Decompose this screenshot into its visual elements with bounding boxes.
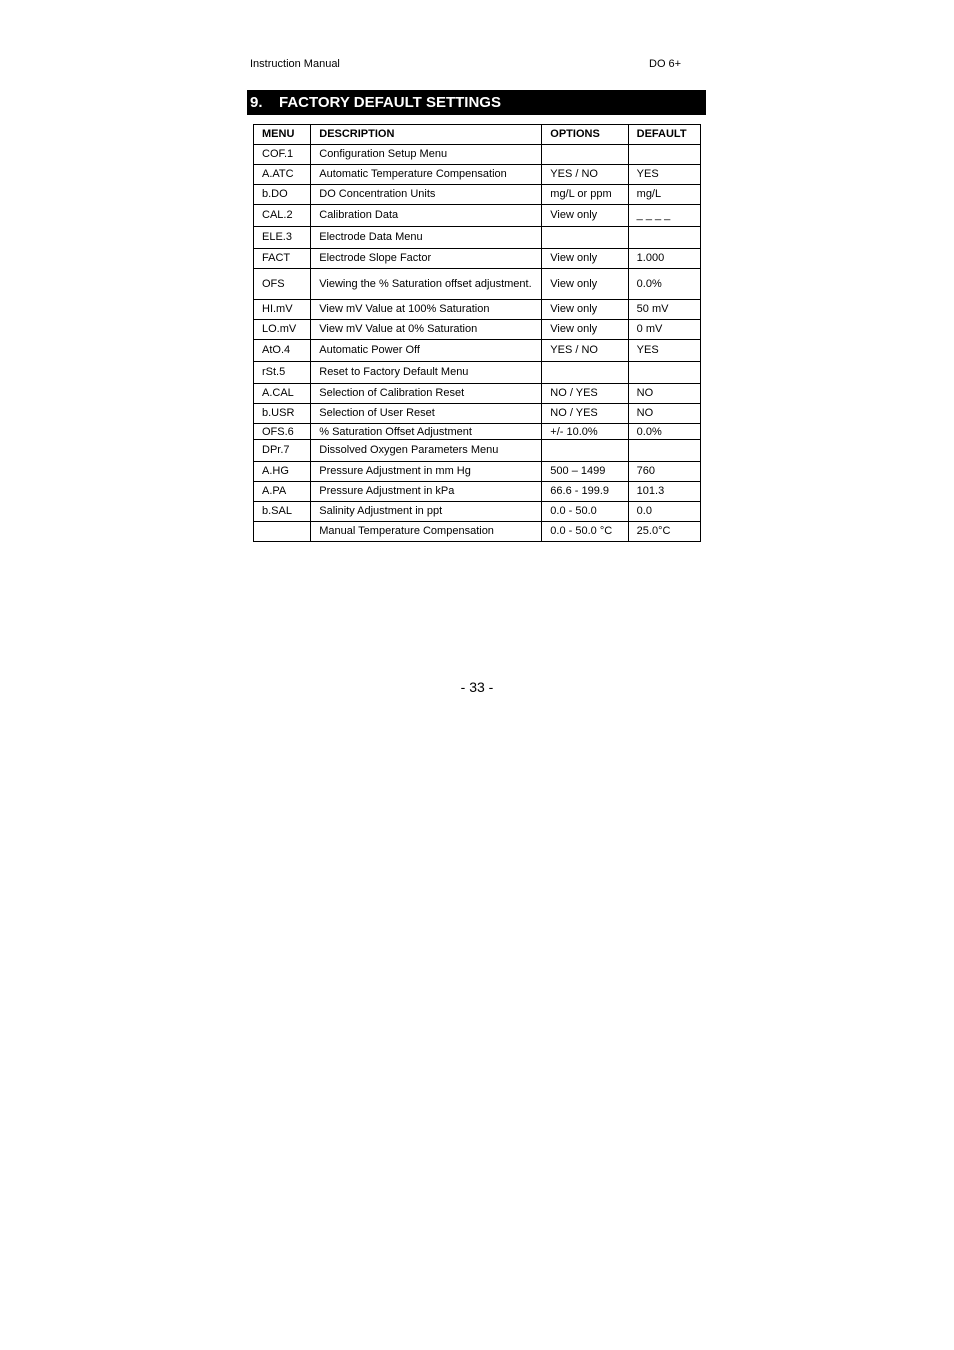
cell-description: Selection of Calibration Reset [311,384,542,404]
table-header-row [254,125,701,145]
cell-default [628,227,700,249]
cell-default: 0.0% [628,424,700,440]
cell-menu: LO.mV [254,320,311,340]
table-row [254,424,701,440]
table-row [254,185,701,205]
cell-description: Electrode Data Menu [311,227,542,249]
cell-options [542,440,628,462]
cell-description: Automatic Temperature Compensation [311,165,542,185]
cell-options: View only [542,249,628,269]
cell-default: _ _ _ _ [628,205,700,227]
table-row [254,462,701,482]
cell-description: Viewing the % Saturation offset adjustment. [311,269,542,300]
cell-menu: HI.mV [254,300,311,320]
cell-description: View mV Value at 100% Saturation [311,300,542,320]
cell-description: Manual Temperature Compensation [311,522,542,542]
cell-options: 0.0 - 50.0 °C [542,522,628,542]
cell-default: 50 mV [628,300,700,320]
table-row [254,502,701,522]
cell-options: NO / YES [542,384,628,404]
cell-default: YES [628,340,700,362]
section-number: 9. [250,94,263,111]
cell-menu: A.CAL [254,384,311,404]
cell-default: 0.0 [628,502,700,522]
cell-menu: OFS.6 [254,424,311,440]
factory-default-settings-table [253,124,701,542]
cell-options [542,145,628,165]
cell-default: 0.0% [628,269,700,300]
cell-default [628,362,700,384]
cell-description: Automatic Power Off [311,340,542,362]
cell-options: mg/L or ppm [542,185,628,205]
cell-description: Pressure Adjustment in kPa [311,482,542,502]
cell-options: 500 – 1499 [542,462,628,482]
column-header-menu: MENU [254,125,311,145]
cell-options: View only [542,269,628,300]
table-row [254,227,701,249]
cell-options [542,362,628,384]
cell-options: YES / NO [542,340,628,362]
table-row [254,362,701,384]
cell-default: 25.0°C [628,522,700,542]
cell-default: 760 [628,462,700,482]
cell-menu: OFS [254,269,311,300]
cell-description: Dissolved Oxygen Parameters Menu [311,440,542,462]
cell-default: mg/L [628,185,700,205]
table-row [254,269,701,300]
cell-description: Reset to Factory Default Menu [311,362,542,384]
table-row [254,522,701,542]
cell-options: View only [542,300,628,320]
cell-menu: A.HG [254,462,311,482]
cell-menu: b.DO [254,185,311,205]
cell-menu: CAL.2 [254,205,311,227]
cell-description: Salinity Adjustment in ppt [311,502,542,522]
cell-menu: b.USR [254,404,311,424]
cell-menu: rSt.5 [254,362,311,384]
cell-default: NO [628,404,700,424]
cell-menu: FACT [254,249,311,269]
section-title: FACTORY DEFAULT SETTINGS [279,94,501,111]
header-manual-title: Instruction Manual [250,58,340,70]
cell-menu [254,522,311,542]
column-header-options: OPTIONS [542,125,628,145]
table-row [254,205,701,227]
table-row [254,440,701,462]
table-row [254,384,701,404]
table-row [254,340,701,362]
cell-menu: AtO.4 [254,340,311,362]
cell-options: YES / NO [542,165,628,185]
cell-default [628,145,700,165]
cell-options: View only [542,205,628,227]
cell-description: Calibration Data [311,205,542,227]
cell-default: 101.3 [628,482,700,502]
column-header-description: DESCRIPTION [311,125,542,145]
cell-description: Electrode Slope Factor [311,249,542,269]
cell-options: 0.0 - 50.0 [542,502,628,522]
cell-options: NO / YES [542,404,628,424]
table-row [254,165,701,185]
cell-menu: b.SAL [254,502,311,522]
cell-default: 0 mV [628,320,700,340]
cell-default: NO [628,384,700,404]
table-row [254,482,701,502]
cell-description: DO Concentration Units [311,185,542,205]
table-row [254,249,701,269]
header-model-name: DO 6+ [649,58,682,70]
page-number: - 33 - [460,679,494,695]
cell-menu: A.ATC [254,165,311,185]
cell-options: +/- 10.0% [542,424,628,440]
section-heading [247,90,706,115]
cell-description: Selection of User Reset [311,404,542,424]
cell-description: % Saturation Offset Adjustment [311,424,542,440]
column-header-default: DEFAULT [628,125,700,145]
cell-options: View only [542,320,628,340]
cell-description: Pressure Adjustment in mm Hg [311,462,542,482]
table-row [254,320,701,340]
cell-menu: DPr.7 [254,440,311,462]
table-row [254,300,701,320]
cell-description: View mV Value at 0% Saturation [311,320,542,340]
cell-options [542,227,628,249]
cell-options: 66.6 - 199.9 [542,482,628,502]
cell-menu: A.PA [254,482,311,502]
table-row [254,404,701,424]
cell-default [628,440,700,462]
cell-description: Configuration Setup Menu [311,145,542,165]
table-row [254,145,701,165]
cell-default: 1.000 [628,249,700,269]
cell-menu: ELE.3 [254,227,311,249]
cell-menu: COF.1 [254,145,311,165]
cell-default: YES [628,165,700,185]
